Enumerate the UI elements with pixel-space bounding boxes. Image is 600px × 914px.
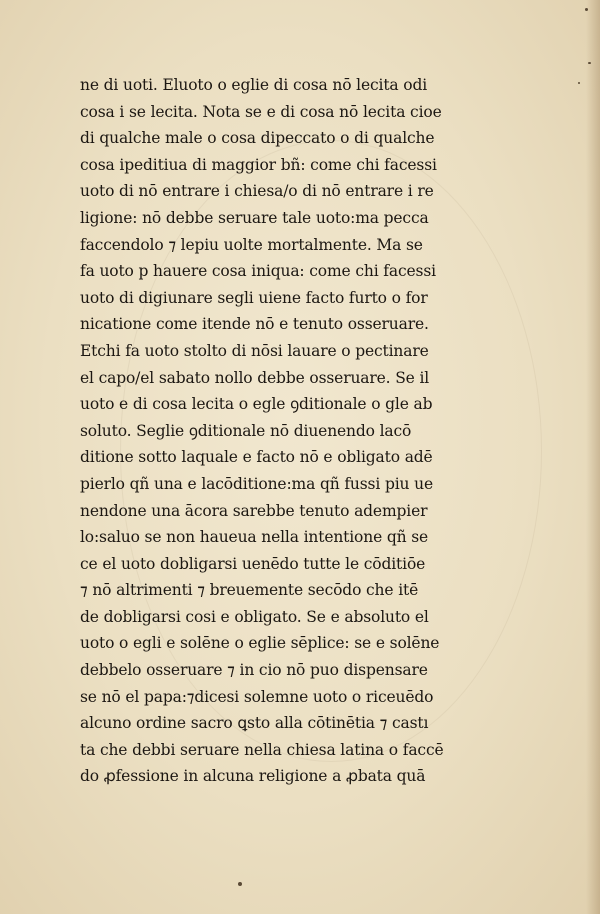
text-line: uoto di digiunare segli uiene facto furto o for xyxy=(80,288,428,307)
text-line: Etchi fa uoto stolto di nōsi lauare o pectinare xyxy=(80,341,429,360)
text-line: cosa ipeditiua di maggior bñ: come chi facessi xyxy=(80,155,437,174)
ink-speck xyxy=(588,62,591,64)
page-edge-shadow xyxy=(586,0,600,914)
text-line: debbelo osseruare ⁊ in cio nō puo dispensare xyxy=(80,661,428,680)
text-line: soluto. Seglie ꝯditionale nō diuenendo lacō xyxy=(80,421,412,440)
text-line: faccendolo ⁊ lepiu uolte mortalmente. Ma se xyxy=(80,235,423,254)
text-line: nicatione come itende nō e tenuto osseruare. xyxy=(80,315,429,334)
text-line: di qualche male o cosa dipeccato o di qualche xyxy=(80,129,435,148)
text-line: lo:saluo se non haueua nella intentione qñ se xyxy=(80,528,429,547)
text-line: fa uoto p hauere cosa iniqua: come chi facessi xyxy=(80,262,436,281)
text-line: ⁊ nō altrimenti ⁊ breuemente secōdo che itē xyxy=(80,581,419,600)
text-line: ditione sotto laquale e facto nō e obligato adē xyxy=(80,448,433,467)
text-line: nendone una ācora sarebbe tenuto adempier xyxy=(80,501,428,520)
text-line: ta che debbi seruare nella chiesa latina o faccē xyxy=(80,740,444,759)
ink-speck xyxy=(578,82,580,84)
text-line: uoto e di cosa lecita o egle ꝯditionale o gle ab xyxy=(80,395,433,414)
text-line: uoto di nō entrare i chiesa/o di nō entrare i re xyxy=(80,182,434,201)
text-line: do ꝓfessione in alcuna religione a ꝓbata quā xyxy=(80,767,426,786)
text-line: pierlo qñ una e lacōditione:ma qñ fussi piu ue xyxy=(80,474,433,493)
text-line: alcuno ordine sacro ꝗsto alla cōtinētia ⁊ castı xyxy=(80,714,429,733)
text-line: el capo/el sabato nollo debbe osseruare. Se il xyxy=(80,368,430,387)
text-line: ne di uoti. Eluoto o eglie di cosa nō lecita odi xyxy=(80,76,428,94)
text-line: de dobligarsi cosi e obligato. Se e absoluto el xyxy=(80,607,429,626)
text-line: se nō el papa:⁊dicesi solemne uoto o riceuēdo xyxy=(80,687,434,706)
text-block xyxy=(80,72,480,790)
text-line: ce el uoto dobligarsi uenēdo tutte le cōditiōe xyxy=(80,554,426,573)
ink-speck xyxy=(238,882,242,886)
text-line: uoto o egli e solēne o eglie sēplice: se e solēne xyxy=(80,634,440,653)
ink-speck xyxy=(585,8,588,11)
text-line: ligione: nō debbe seruare tale uoto:ma pecca xyxy=(80,208,429,227)
text-line: cosa i se lecita. Nota se e di cosa nō lecita cioe xyxy=(80,102,442,121)
